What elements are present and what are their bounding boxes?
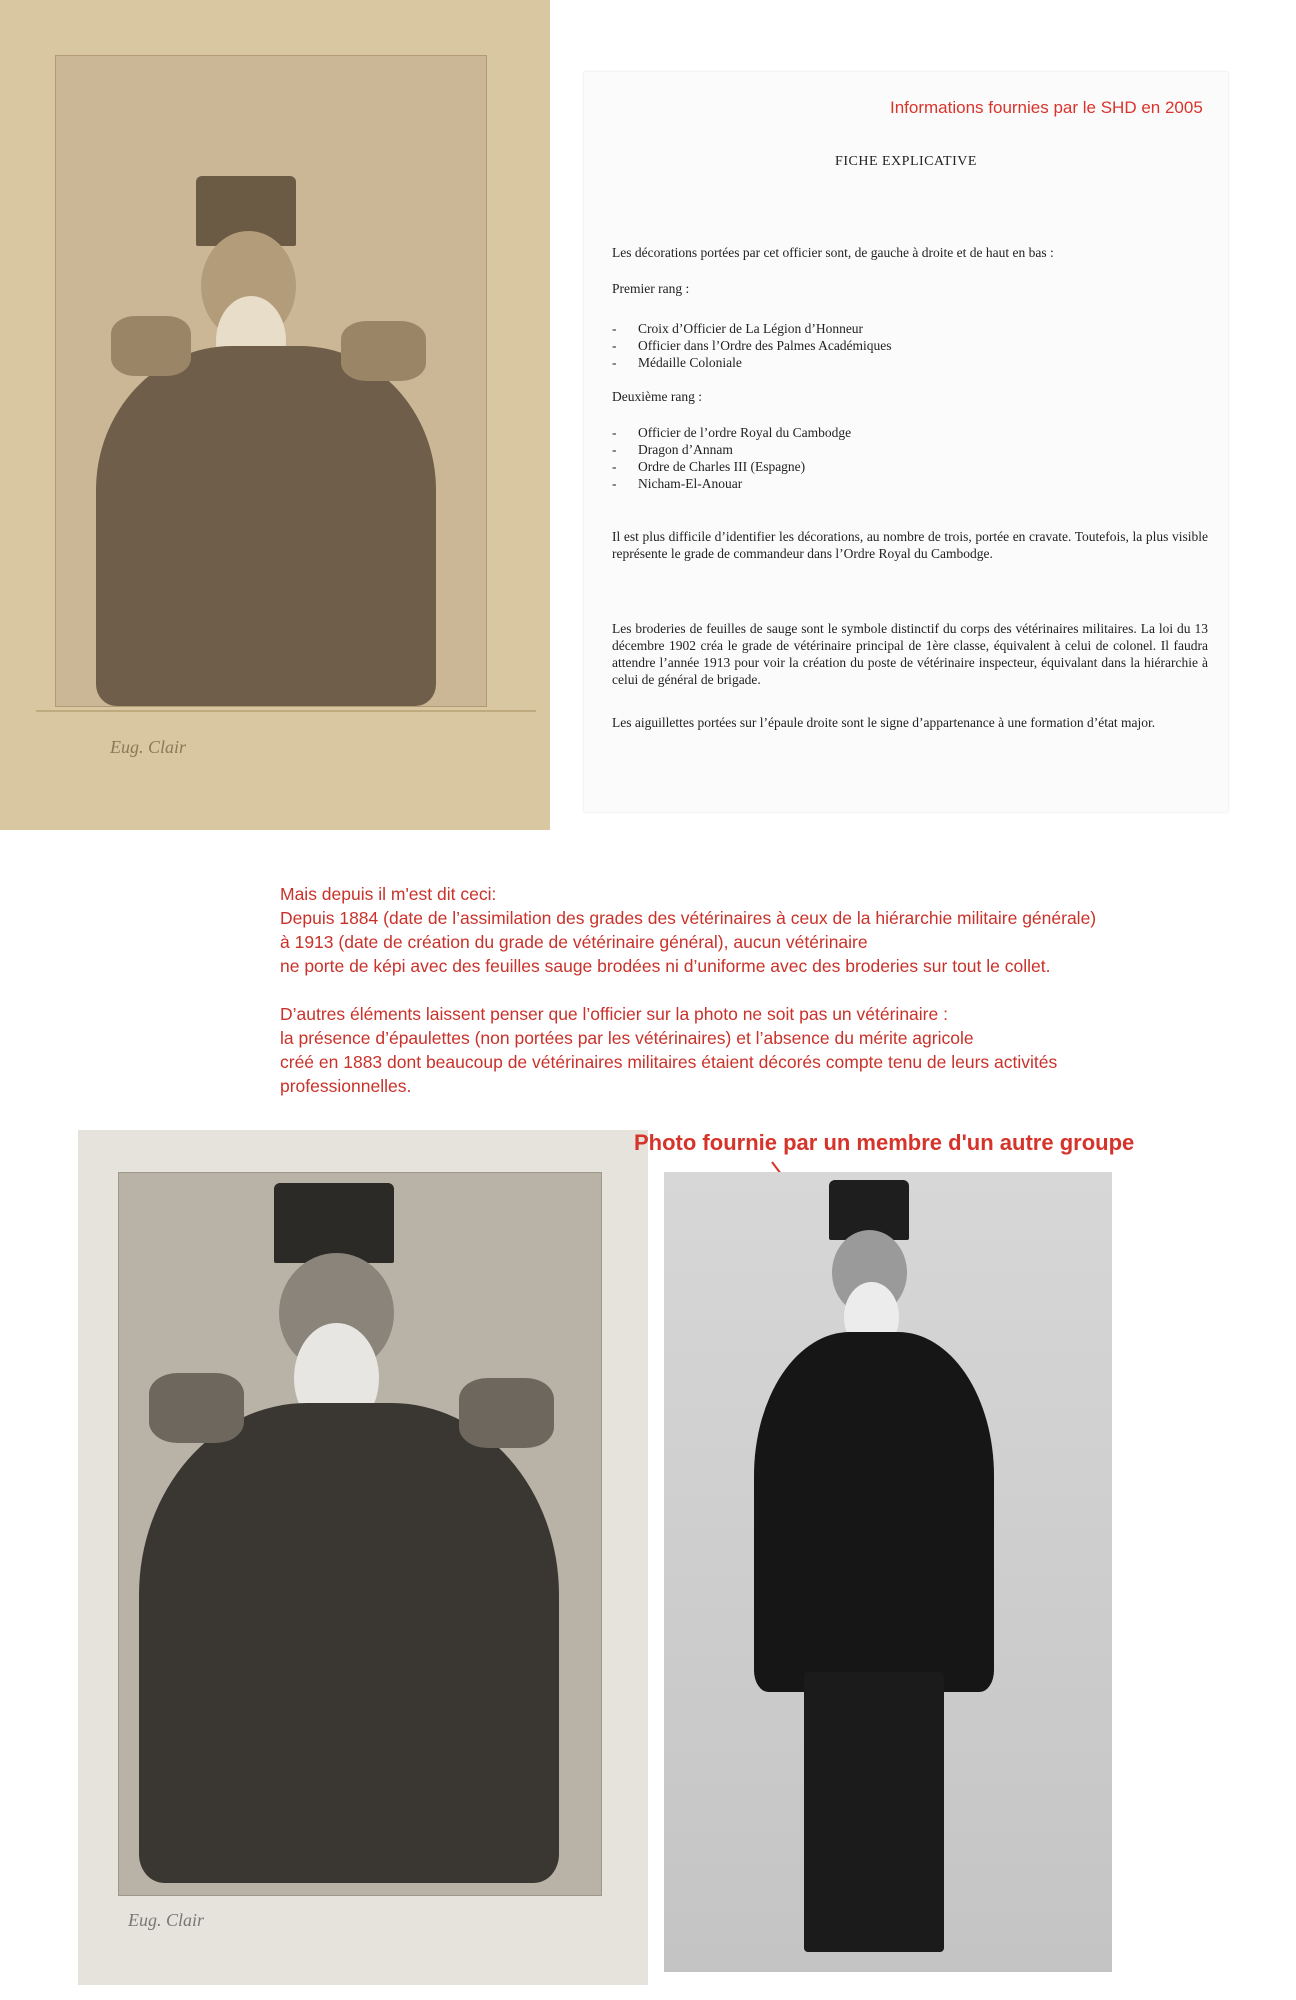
text-line: ne porte de képi avec des feuilles sauge brodées ni d’uniforme avec des broderies sur tout le collet. (280, 956, 1051, 976)
rank2-label: Deuxième rang : (612, 389, 702, 404)
list-item: - Médaille Coloniale (612, 354, 892, 371)
portrait-image (118, 1172, 602, 1896)
rank1-list (612, 320, 892, 371)
photo-source-label: Photo fournie par un membre d'un autre groupe (634, 1130, 1135, 1155)
text-line: professionnelles. (280, 1076, 412, 1096)
embroidery-paragraph: Les broderies de feuilles de sauge sont le symbole distinctif du corps des vétérinaires militaires. La loi du 13 décembre 1902 créa le grade de vétérinaire principal de 1ère classe, équivalent à celui de colonel. Il faudra attendre l’année 1913 pour voir la création du poste de vétérinaire inspecteur, équivalant dans la hiérarchie à celui de général de brigade. (612, 621, 1208, 687)
rank1-label: Premier rang : (612, 281, 690, 296)
full-length-officer-photo (664, 1172, 1112, 1972)
aiguillettes-paragraph: Les aiguillettes portées sur l’épaule droite sont le signe d’appartenance à une formation d’état major. (612, 715, 1156, 730)
text-line: créé en 1883 dont beaucoup de vétérinaires militaires étaient décorés compte tenu de leurs activités (280, 1052, 1058, 1072)
photographer-signature: Eug. Clair (110, 737, 187, 757)
list-item: - Ordre de Charles III (Espagne) (612, 458, 851, 475)
sepia-portrait-photo (0, 0, 550, 830)
list-item: - Officier de l’ordre Royal du Cambodge (612, 424, 851, 441)
fiche-explicative-document (584, 72, 1228, 812)
decorations-paragraph: Il est plus difficile d’identifier les décorations, au nombre de trois, portée en cravate. Toutefois, la plus visible représente le grade de commandeur dans l’Ordre Royal du Cambodge. (612, 529, 1208, 561)
shd-source-note: Informations fournies par le SHD en 2005 (890, 98, 1203, 117)
portrait-image (664, 1172, 1112, 1972)
text-line: D’autres éléments laissent penser que l’officier sur la photo ne soit pas un vétérinaire : (280, 1004, 948, 1024)
list-item: - Dragon d’Annam (612, 441, 851, 458)
list-item: - Nicham-El-Anouar (612, 475, 851, 492)
list-item: - Croix d’Officier de La Légion d’Honneur (612, 320, 892, 337)
photographer-signature: Eug. Clair (128, 1910, 205, 1930)
text-line: la présence d’épaulettes (non portées par les vétérinaires) et l’absence du mérite agricole (280, 1028, 974, 1048)
text-line: Mais depuis il m'est dit ceci: (280, 884, 497, 904)
document-title: FICHE EXPLICATIVE (835, 154, 977, 169)
rank2-list (612, 424, 851, 492)
text-line: à 1913 (date de création du grade de vétérinaire général), aucun vétérinaire (280, 932, 868, 952)
grayscale-portrait-photo (78, 1130, 648, 1985)
list-item: - Officier dans l’Ordre des Palmes Académiques (612, 337, 892, 354)
document-intro: Les décorations portées par cet officier sont, de gauche à droite et de haut en bas : (612, 245, 1054, 260)
text-line: Depuis 1884 (date de l’assimilation des grades des vétérinaires à ceux de la hiérarchie militaire générale) (280, 908, 1097, 928)
portrait-image (55, 55, 487, 707)
middle-explanation (280, 882, 1260, 1122)
